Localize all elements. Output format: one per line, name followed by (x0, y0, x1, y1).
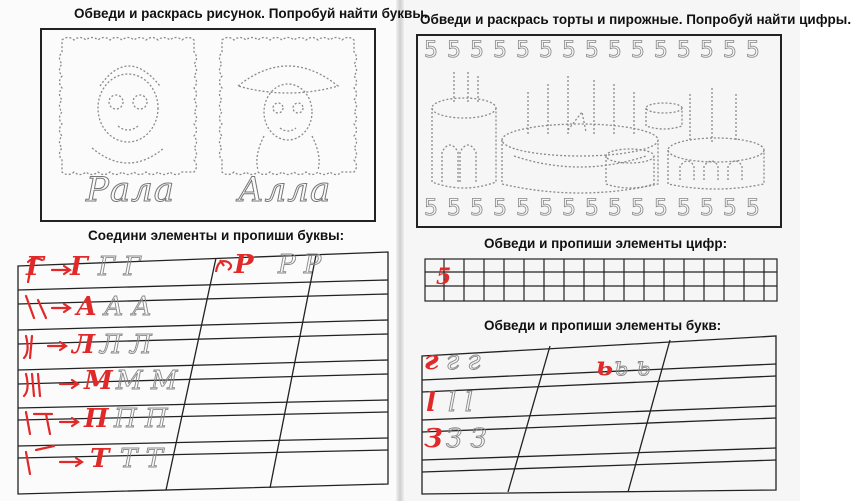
trace-letter-z: З З (446, 424, 487, 454)
digit-grid (424, 258, 778, 302)
trace-letter-a: А А (104, 292, 152, 322)
element-stroke-l (24, 336, 32, 358)
red-letter-m: М (84, 366, 113, 396)
arrow-icon (48, 342, 66, 350)
element-stroke-p (26, 412, 52, 434)
red-letter-t: Т (90, 444, 110, 474)
cakes-drawing (418, 36, 780, 226)
red-letter-g: Г (26, 252, 44, 282)
element-stroke-t (26, 446, 54, 474)
red-letter-l: Л (72, 330, 95, 360)
trace-letter-g: Г Г (98, 252, 141, 282)
red-letter-r: Р (234, 250, 254, 280)
trace-letter-i-stroke: l l (448, 388, 473, 418)
red-letter-i-stroke: l (426, 388, 436, 418)
cakes-frame (416, 34, 782, 228)
arrow-icon (60, 418, 78, 426)
red-letter-a: А (76, 292, 98, 322)
digit-strip-bottom: 5 5 5 5 5 5 5 5 5 5 5 5 5 5 5 (424, 196, 761, 221)
trace-letter-l: Л Л (100, 330, 152, 360)
element-stroke-m (24, 374, 40, 396)
red-letter-g-lower: г (424, 346, 439, 376)
caption-name-1: Рала (86, 170, 176, 210)
heading-cakes: Обведи и раскрась торты и пирожные. Попробуй найти цифры. (420, 12, 851, 27)
book-gutter (396, 0, 404, 501)
trace-letter-g-lower: г г (446, 346, 481, 376)
arrow-icon (52, 266, 70, 274)
red-digit-5: 5 (436, 264, 452, 290)
arrow-icon (60, 458, 82, 466)
heading-trace-picture: Обведи и раскрась рисунок. Попробуй найти буквы. (74, 6, 428, 21)
red-letter-g-result: Г (70, 252, 88, 282)
red-letter-z: З (424, 424, 443, 454)
picture-frame (40, 28, 376, 222)
trace-letter-r: Р Р (278, 250, 322, 280)
element-arrows (20, 256, 100, 496)
heading-connect-letters: Соедини элементы и пропиши буквы: (88, 228, 345, 243)
red-letter-p: П (84, 404, 109, 434)
red-letter-soft-sign: ь (596, 352, 614, 382)
digit-strip-top: 5 5 5 5 5 5 5 5 5 5 5 5 5 5 5 (424, 38, 761, 63)
trace-letter-t: Т Т (120, 444, 163, 474)
caption-name-2: Алла (238, 170, 332, 210)
trace-letter-soft-sign: ь ь (614, 352, 651, 382)
element-stroke-a (26, 296, 46, 318)
element-stroke-g (28, 258, 42, 282)
trace-letter-p: П П (114, 404, 168, 434)
arrow-icon (214, 252, 244, 282)
heading-letter-elements: Обведи и пропиши элементы букв: (484, 318, 722, 333)
heading-digit-elements: Обведи и пропиши элементы цифр: (484, 236, 728, 251)
arrow-icon (60, 380, 78, 388)
arrow-icon (52, 304, 70, 312)
trace-letter-m: М М (116, 366, 178, 396)
